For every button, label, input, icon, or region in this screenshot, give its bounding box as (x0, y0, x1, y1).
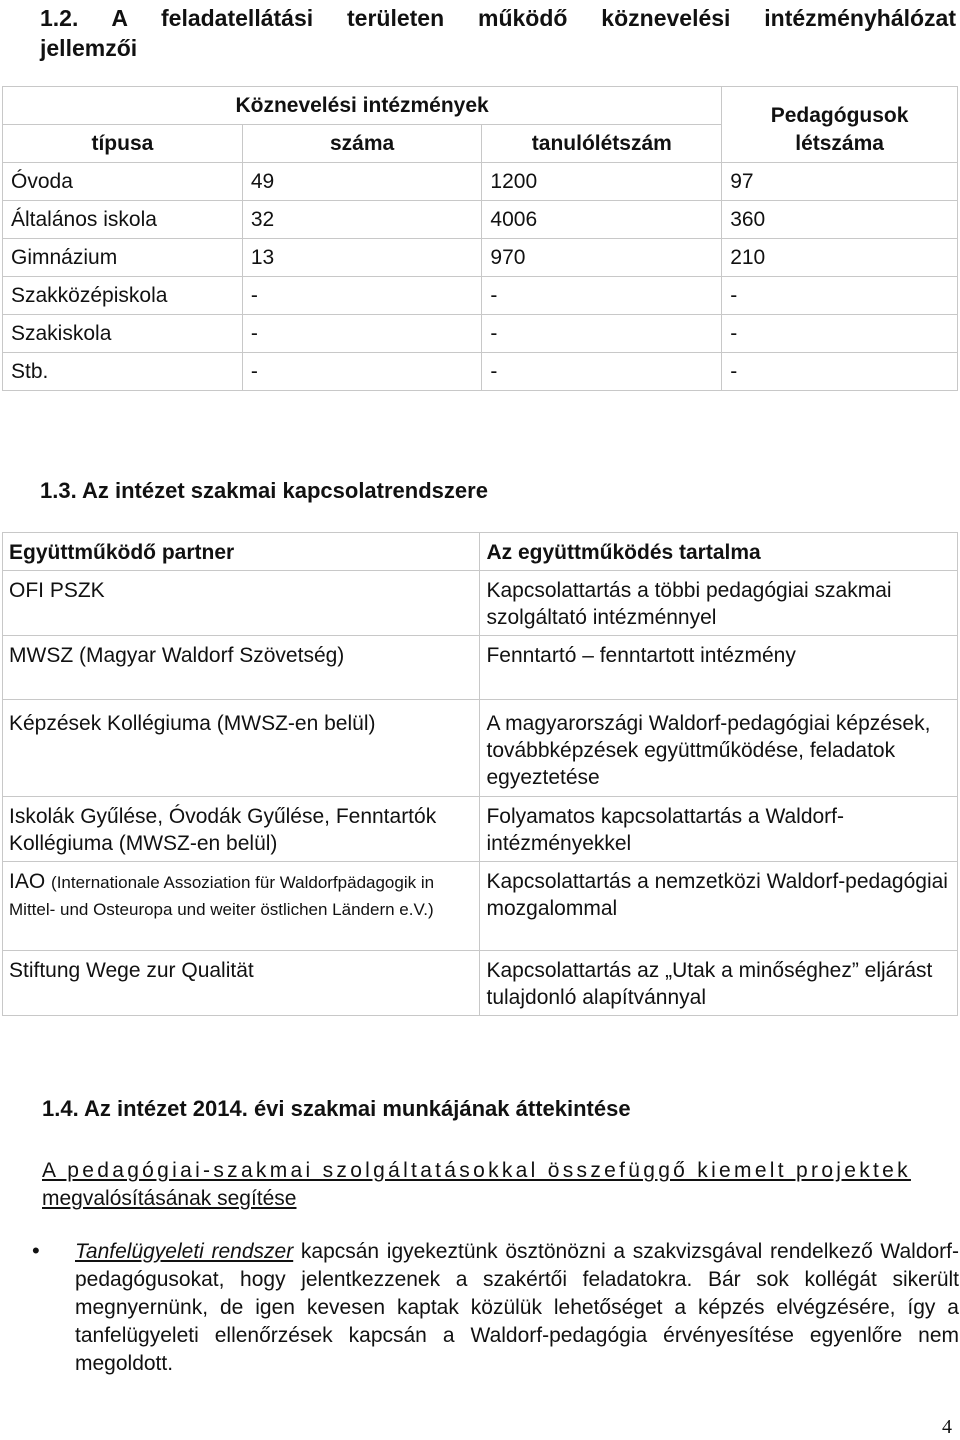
table-row (3, 239, 958, 277)
content-cell: Kapcsolattartás a többi pedagógiai szakmai szolgáltató intézménnyel (480, 571, 958, 636)
partner-iao-label: IAO (9, 870, 46, 893)
partners-table (2, 532, 958, 1016)
partner-cell: Képzések Kollégiuma (MWSZ-en belül) (3, 700, 480, 797)
cell: 1200 (482, 163, 722, 201)
table-row (3, 163, 958, 201)
header-type: típusa (3, 125, 243, 163)
table-row (3, 315, 958, 353)
cell: 4006 (482, 201, 722, 239)
header-content: Az együttműködés tartalma (480, 533, 958, 571)
table-row (3, 571, 958, 636)
cell: 970 (482, 239, 722, 277)
cell: - (482, 277, 722, 315)
cell: - (482, 353, 722, 391)
cell: Óvoda (3, 163, 243, 201)
cell: - (722, 315, 958, 353)
table-group-header: Köznevelési intézmények (3, 87, 722, 125)
page-number: 4 (942, 1416, 952, 1438)
table-row (3, 700, 958, 797)
cell: 210 (722, 239, 958, 277)
table-row (3, 277, 958, 315)
bullet-term: Tanfelügyeleti rendszer (75, 1240, 294, 1263)
content-cell: Folyamatos kapcsolattartás a Waldorf-intézményekkel (480, 797, 958, 862)
cell: Általános iskola (3, 201, 243, 239)
cell: Gimnázium (3, 239, 243, 277)
content-cell: Kapcsolattartás a nemzetközi Waldorf-pedagógiai mozgalommal (480, 862, 958, 951)
cell: - (242, 315, 482, 353)
content-cell: Kapcsolattartás az „Utak a minőséghez” eljárást tulajdonló alapítvánnyal (480, 951, 958, 1016)
header-teachers: Pedagógusok létszáma (722, 87, 958, 163)
cell: 360 (722, 201, 958, 239)
table-row (3, 951, 958, 1016)
cell: 97 (722, 163, 958, 201)
header-partner: Együttműködő partner (3, 533, 480, 571)
institutions-table (2, 86, 958, 391)
cell: 49 (242, 163, 482, 201)
section-1-3-title: 1.3. Az intézet szakmai kapcsolatrendszere (40, 478, 488, 503)
header-count: száma (242, 125, 482, 163)
section-1-2-title-line1: 1.2. A feladatellátási területen működő köznevelési intézményhálózat (40, 5, 956, 31)
cell: Stb. (3, 353, 243, 391)
cell: Szakiskola (3, 315, 243, 353)
table-row (3, 862, 958, 951)
section-1-4-title: 1.4. Az intézet 2014. évi szakmai munkájának áttekintése (42, 1096, 631, 1121)
section-1-2-title-line2: jellemzői (40, 35, 138, 61)
cell: - (242, 277, 482, 315)
partner-cell-iao (3, 862, 480, 951)
table-row (3, 353, 958, 391)
cell: - (482, 315, 722, 353)
cell: Szakközépiskola (3, 277, 243, 315)
table-row (3, 797, 958, 862)
table-row (3, 201, 958, 239)
table-row (3, 636, 958, 700)
section-1-4-subtitle (42, 1157, 958, 1213)
section-1-2-title (40, 3, 956, 63)
cell: 13 (242, 239, 482, 277)
bullet-dot-icon: • (32, 1238, 40, 1263)
partner-cell: OFI PSZK (3, 571, 480, 636)
subtitle-line1: A pedagógiai-szakmai szolgáltatásokkal összefüggő kiemelt projektek (42, 1159, 911, 1182)
subtitle-line2: megvalósításának segítése (42, 1187, 297, 1210)
cell: - (722, 277, 958, 315)
content-cell: A magyarországi Waldorf-pedagógiai képzések, továbbképzések együttműködése, feladatok egyeztetése (480, 700, 958, 797)
cell: - (242, 353, 482, 391)
partner-cell: MWSZ (Magyar Waldorf Szövetség) (3, 636, 480, 700)
cell: 32 (242, 201, 482, 239)
partner-cell: Iskolák Gyűlése, Óvodák Gyűlése, Fenntartók Kollégiuma (MWSZ-en belül) (3, 797, 480, 862)
header-students: tanulólétszám (482, 125, 722, 163)
content-cell: Fenntartó – fenntartott intézmény (480, 636, 958, 700)
cell: - (722, 353, 958, 391)
partner-iao-note: (Internationale Assoziation für Waldorfpädagogik in Mittel- und Osteuropa und weiter östlichen Ländern e.V.) (9, 873, 435, 919)
bullet-text: kapcsán igyekeztünk ösztönözni a szakvizsgával rendelkező Waldorf-pedagógusokat, hogy jelentkezzenek a szakértői feladatokra. Bár sok kollégát sikerült megnyernünk, de igen kevesen kaptak közülük lehetőséget a képzés elvégzésére, így a tanfelügyeleti ellenőrzések kapcsán a Waldorf-pedagógia érvényesítése egyenlőre nem megoldott. (75, 1240, 959, 1375)
bullet-paragraph (75, 1238, 959, 1378)
partner-cell: Stiftung Wege zur Qualität (3, 951, 480, 1016)
